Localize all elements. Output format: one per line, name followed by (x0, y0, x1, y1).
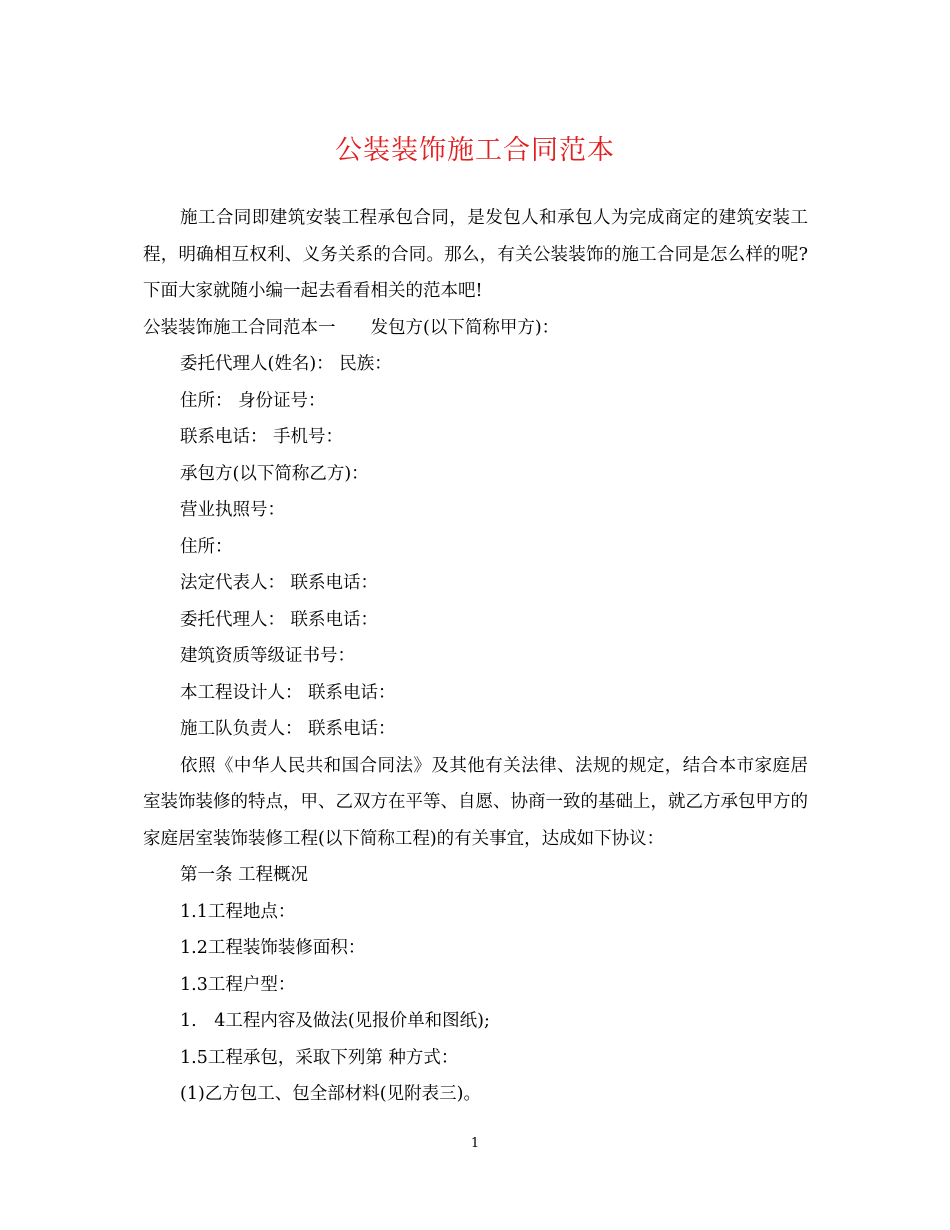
document-body (143, 200, 808, 1113)
party-line: 住所： 身份证号： (180, 390, 326, 411)
party-line: 住所： (180, 536, 233, 557)
sample-heading: 公装装饰施工合同范本一 发包方(以下简称甲方)： (143, 317, 560, 338)
party-line: 本工程设计人： 联系电话： (180, 682, 396, 703)
party-line: 联系电话： 手机号： (180, 427, 344, 447)
party-line: 施工队负责人： 联系电话： (180, 719, 396, 739)
article-item: 1.2工程装饰装修面积： (180, 938, 366, 958)
party-line: 营业执照号： (180, 500, 285, 520)
intro-paragraph: 施工合同即建筑安装工程承包合同，是发包人和承包人为完成商定的建筑安装工程，明确相互权利、义务关系的合同。那么，有关公装装饰的施工合同是怎么样的呢?下面大家就随小编一起去看看相关的范本吧! (143, 208, 808, 301)
article-heading: 第一条 工程概况 (180, 865, 309, 885)
page-number: 1 (470, 1136, 480, 1151)
party-line: 法定代表人： 联系电话： (180, 573, 379, 593)
page-title: 公装装饰施工合同范本 (335, 135, 615, 166)
article-item: 1.3工程户型： (180, 974, 296, 995)
party-line: 建筑资质等级证书号： (180, 646, 355, 666)
article-item: 1. 4工程内容及做法(见报价单和图纸); (180, 1011, 490, 1031)
article-item: 1.5工程承包，采取下列第 种方式： (180, 1047, 459, 1068)
party-line: 承包方(以下简称乙方)： (180, 463, 369, 484)
article-item: (1)乙方包工、包全部材料(见附表三)。 (180, 1084, 481, 1104)
party-line: 委托代理人(姓名)： 民族： (180, 354, 392, 374)
party-line: 委托代理人： 联系电话： (180, 609, 379, 630)
agreement-paragraph: 依照《中华人民共和国合同法》及其他有关法律、法规的规定，结合本市家庭居室装饰装修的特点，甲、乙双方在平等、自愿、协商一致的基础上，就乙方承包甲方的家庭居室装饰装修工程(以下简称工程)的有关事宜，达成如下协议： (143, 755, 808, 849)
article-item: 1.1工程地点： (180, 901, 296, 922)
